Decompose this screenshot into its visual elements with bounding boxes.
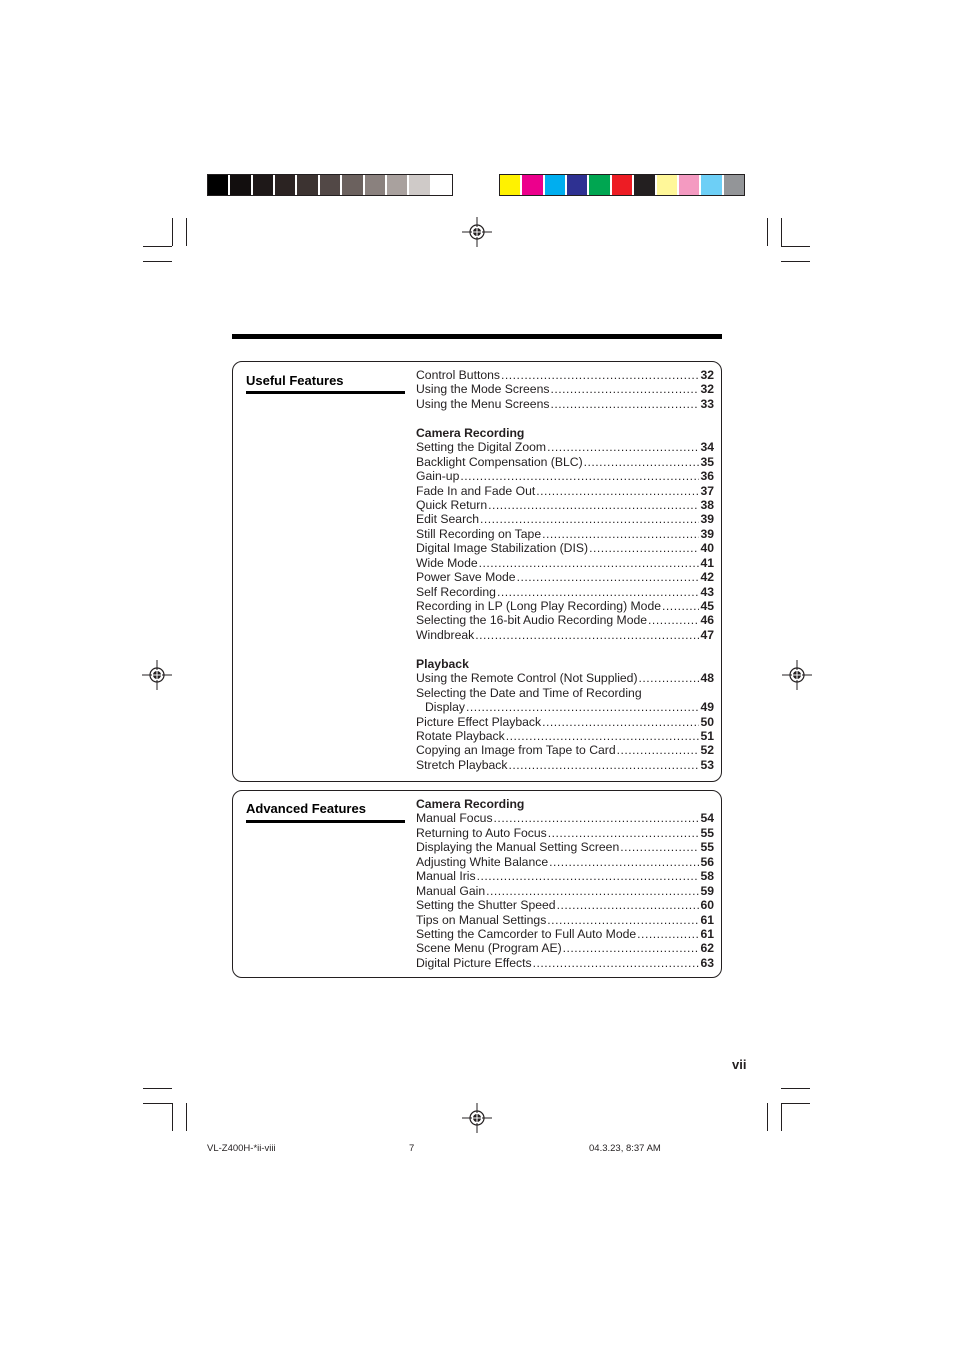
crop-mark (781, 1103, 782, 1131)
toc-entry (416, 512, 714, 526)
toc-leader-dots (497, 585, 699, 599)
toc-entry (416, 811, 714, 825)
header-rule (232, 334, 722, 339)
toc-entry (416, 628, 714, 642)
toc-entry (416, 826, 714, 840)
toc-entry-page: 34 (700, 440, 714, 455)
gray-swatch (387, 175, 409, 195)
toc-entry (416, 869, 714, 883)
toc-leader-dots (480, 512, 699, 526)
crop-mark (781, 261, 810, 262)
toc-entry-label: Selecting the 16-bit Audio Recording Mode (416, 613, 648, 628)
toc-entry-page: 35 (700, 454, 714, 469)
toc-entry-page: 49 (700, 700, 714, 715)
crop-mark (186, 218, 187, 246)
toc-entry-label: Manual Iris (416, 869, 476, 884)
toc-entry-page: 60 (700, 898, 714, 913)
toc-entry-page: 41 (700, 555, 714, 570)
color-bar (499, 174, 745, 196)
crop-mark (781, 1103, 810, 1104)
toc-entry-label: Backlight Compensation (BLC) (416, 454, 583, 469)
crop-mark (781, 1088, 810, 1089)
toc-entry-label: Manual Focus (416, 811, 493, 826)
toc-entry-page: 48 (700, 671, 714, 686)
section-title: Useful Features (246, 373, 344, 388)
toc-leader-dots (648, 613, 699, 627)
toc-entry-page: 32 (700, 382, 714, 397)
toc-leader-dots (486, 884, 699, 898)
useful-features-section (232, 361, 722, 782)
toc-entry-label: Setting the Camcorder to Full Auto Mode (416, 926, 637, 941)
toc-entry-label: Quick Return (416, 497, 488, 512)
color-swatch (657, 175, 679, 195)
toc-entry-page: 52 (700, 743, 714, 758)
color-swatch (589, 175, 611, 195)
crop-mark (767, 218, 768, 246)
gray-swatch (253, 175, 275, 195)
toc-leader-dots (550, 397, 699, 411)
crop-mark (143, 261, 172, 262)
toc-entry-label: Still Recording on Tape (416, 526, 542, 541)
toc-entry-page: 43 (700, 584, 714, 599)
toc-entry-label: Display (425, 700, 465, 715)
color-swatch (567, 175, 589, 195)
toc-entry-label: Returning to Auto Focus (416, 825, 547, 840)
toc-entry (416, 527, 714, 541)
color-swatch (701, 175, 723, 195)
color-swatch (612, 175, 634, 195)
toc-list (416, 797, 714, 970)
toc-entry (416, 927, 714, 941)
toc-entry-label: Power Save Mode (416, 570, 516, 585)
toc-leader-dots (547, 440, 699, 454)
subsection-heading: Camera Recording (416, 797, 525, 811)
toc-entry-label: Gain-up (416, 469, 460, 484)
toc-entry-label: Recording in LP (Long Play Recording) Mode (416, 599, 662, 613)
registration-mark-icon (462, 1103, 492, 1133)
toc-entry (416, 498, 714, 512)
toc-entry-label: Tips on Manual Settings (416, 912, 547, 927)
color-swatch (724, 175, 744, 195)
subsection-heading: Playback (416, 656, 469, 671)
toc-entry (416, 613, 714, 627)
page-number: vii (732, 1057, 747, 1072)
toc-entry (416, 700, 714, 714)
toc-entry-page: 50 (700, 714, 714, 729)
toc-entry (416, 599, 714, 613)
toc-entry-label: Manual Gain (416, 883, 486, 898)
color-swatch (679, 175, 701, 195)
toc-leader-dots (460, 469, 699, 483)
toc-entry-label: Control Buttons (416, 368, 501, 382)
toc-leader-dots (557, 898, 700, 912)
crop-mark (143, 1088, 172, 1089)
toc-leader-dots (501, 368, 699, 382)
registration-mark-icon (782, 660, 812, 690)
toc-entry (416, 884, 714, 898)
toc-entry-page: 45 (700, 599, 714, 613)
toc-entry (416, 840, 714, 854)
toc-entry-page: 55 (700, 840, 714, 855)
toc-entry-label: Stretch Playback (416, 757, 508, 772)
gray-swatch (275, 175, 297, 195)
toc-entry-label: Wide Mode (416, 555, 478, 570)
toc-entry-page: 46 (700, 613, 714, 628)
toc-entry-label: Picture Effect Playback (416, 714, 542, 729)
color-swatch (522, 175, 544, 195)
toc-leader-dots (639, 671, 700, 685)
toc-leader-dots (548, 826, 700, 840)
toc-entry (416, 941, 714, 955)
toc-entry (416, 455, 714, 469)
gray-swatch (208, 175, 230, 195)
toc-entry-page: 55 (700, 825, 714, 840)
toc-entry (416, 570, 714, 584)
toc-leader-dots (584, 455, 700, 469)
toc-leader-dots (620, 840, 699, 854)
toc-entry (416, 368, 714, 382)
toc-entry-label: Setting the Digital Zoom (416, 440, 547, 455)
toc-entry-label: Setting the Shutter Speed (416, 898, 556, 913)
crop-mark (143, 1103, 172, 1104)
toc-entry-label: Scene Menu (Program AE) (416, 941, 562, 956)
footer-sheet-number: 7 (409, 1143, 415, 1154)
toc-entry-label: Digital Picture Effects (416, 955, 532, 970)
gray-swatch (342, 175, 364, 195)
toc-entry (416, 913, 714, 927)
toc-entry-label: Self Recording (416, 584, 496, 599)
toc-entry-label: Using the Mode Screens (416, 382, 550, 397)
toc-entry (416, 743, 714, 757)
toc-leader-dots (506, 729, 700, 743)
crop-mark (143, 246, 172, 247)
toc-entry (416, 729, 714, 743)
subsection-heading: Camera Recording (416, 425, 525, 440)
crop-mark (172, 1103, 173, 1131)
toc-leader-dots (466, 700, 699, 714)
toc-entry-label: Digital Image Stabilization (DIS) (416, 541, 589, 556)
toc-leader-dots (563, 941, 700, 955)
crop-mark (781, 218, 782, 246)
toc-entry (416, 484, 714, 498)
toc-entry-page: 38 (700, 497, 714, 512)
crop-mark (172, 218, 173, 246)
toc-entry (416, 855, 714, 869)
toc-entry (416, 382, 714, 396)
footer-filename: VL-Z400H-*ii-viii (207, 1143, 276, 1154)
crop-mark (767, 1103, 768, 1131)
toc-entry-label: Fade In and Fade Out (416, 483, 536, 498)
toc-list (416, 368, 714, 772)
toc-entry-page: 62 (700, 941, 714, 956)
advanced-features-section (232, 790, 722, 978)
toc-leader-dots (536, 484, 699, 498)
toc-entry-label: Displaying the Manual Setting Screen (416, 840, 620, 855)
toc-entry-page: 59 (700, 883, 714, 898)
registration-mark-icon (142, 660, 172, 690)
crop-mark (781, 246, 810, 247)
gray-swatch (320, 175, 342, 195)
toc-leader-dots (477, 869, 700, 883)
toc-entry (416, 956, 714, 970)
toc-entry-page: 37 (700, 483, 714, 498)
toc-entry-page: 33 (700, 396, 714, 411)
toc-leader-dots (488, 498, 699, 512)
toc-entry (416, 440, 714, 454)
toc-entry-label: Using the Menu Screens (416, 396, 550, 411)
crop-mark (186, 1103, 187, 1131)
gray-swatch (409, 175, 431, 195)
toc-entry (416, 585, 714, 599)
toc-entry-page: 58 (700, 869, 714, 884)
toc-entry-page: 47 (700, 627, 714, 642)
toc-leader-dots (637, 927, 699, 941)
toc-entry-page: 36 (700, 469, 714, 484)
gray-swatch (297, 175, 319, 195)
toc-leader-dots (542, 715, 699, 729)
toc-entry (416, 469, 714, 483)
toc-entry-label: Windbreak (416, 627, 475, 642)
toc-leader-dots (533, 956, 700, 970)
color-swatch (545, 175, 567, 195)
toc-entry (416, 715, 714, 729)
toc-leader-dots (494, 811, 700, 825)
toc-entry-page: 42 (700, 570, 714, 585)
toc-entry-page: 56 (700, 854, 714, 869)
toc-entry-label: Adjusting White Balance (416, 854, 549, 869)
toc-entry (416, 541, 714, 555)
gray-swatch (365, 175, 387, 195)
toc-entry-page: 53 (700, 757, 714, 772)
color-swatch (634, 175, 656, 195)
toc-entry-page: 63 (700, 955, 714, 970)
toc-entry-page: 39 (700, 512, 714, 527)
toc-entry-page: 39 (700, 526, 714, 541)
section-title: Advanced Features (246, 801, 366, 816)
toc-leader-dots (475, 628, 699, 642)
toc-leader-dots (617, 743, 700, 757)
gray-swatch (432, 175, 452, 195)
toc-leader-dots (547, 913, 699, 927)
toc-leader-dots (508, 758, 699, 772)
toc-leader-dots (662, 599, 699, 613)
section-title-rule (246, 391, 405, 394)
section-title-rule (246, 820, 405, 823)
toc-entry (416, 397, 714, 411)
color-swatch (500, 175, 522, 195)
toc-entry (416, 671, 714, 685)
toc-entry-label: Using the Remote Control (Not Supplied) (416, 671, 638, 686)
gray-ramp-bar (207, 174, 453, 196)
toc-leader-dots (517, 570, 700, 584)
toc-entry-label: Edit Search (416, 512, 480, 527)
registration-mark-icon (462, 217, 492, 247)
toc-entry (416, 556, 714, 570)
toc-entry-page: 51 (700, 728, 714, 743)
toc-leader-dots (479, 556, 700, 570)
toc-entry (416, 898, 714, 912)
toc-entry-page: 40 (700, 541, 714, 556)
toc-entry-page: 32 (700, 368, 714, 382)
toc-entry-label: Rotate Playback (416, 728, 505, 743)
toc-entry-label: Selecting the Date and Time of Recording (416, 685, 642, 700)
toc-leader-dots (542, 527, 699, 541)
toc-entry-page: 54 (700, 811, 714, 826)
toc-leader-dots (550, 382, 699, 396)
footer-timestamp: 04.3.23, 8:37 AM (589, 1143, 661, 1154)
toc-entry-page: 61 (700, 912, 714, 927)
toc-entry-label: Copying an Image from Tape to Card (416, 743, 616, 758)
toc-entry (416, 686, 714, 700)
toc-entry (416, 758, 714, 772)
toc-leader-dots (589, 541, 699, 555)
toc-leader-dots (549, 855, 699, 869)
gray-swatch (230, 175, 252, 195)
toc-entry-page: 61 (700, 926, 714, 941)
